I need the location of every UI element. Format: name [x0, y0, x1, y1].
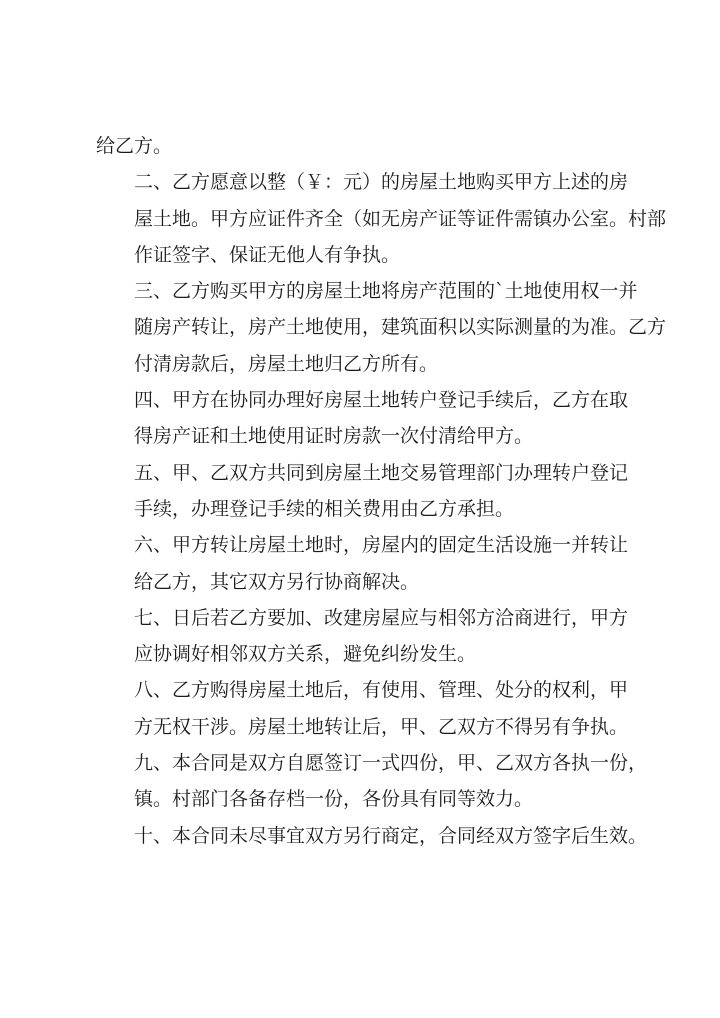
paragraph-line: 九、本合同是双方自愿签订一式四份，甲、乙双方各执一份， [134, 752, 648, 775]
paragraph-line: 二、乙方愿意以整（￥：元）的房屋土地购买甲方上述的房 [134, 171, 629, 194]
contract-paragraph [96, 672, 656, 745]
contract-paragraph [96, 745, 656, 818]
paragraph-line: 给乙方，其它双方另行协商解决。 [134, 570, 420, 593]
paragraph-line: 八、乙方购得房屋土地后，有使用、管理、处分的权利，甲 [134, 679, 629, 702]
paragraph-line: 六、甲方转让房屋土地时，房屋内的固定生活设施一并转让 [134, 534, 629, 557]
contract-paragraph [96, 164, 667, 273]
paragraph-line: 镇。村部门各备存档一份，各份具有同等效力。 [134, 788, 534, 811]
paragraph-line: 十、本合同未尽事宜双方另行商定，合同经双方签字后生效。 [134, 824, 648, 847]
paragraph-line: 四、甲方在协同办理好房屋土地转户登记手续后，乙方在取 [134, 389, 629, 412]
paragraph-line: 作证签字、保证无他人有争执。 [134, 243, 401, 266]
paragraph-line: 五、甲、乙双方共同到房屋土地交易管理部门办理转户登记 [134, 461, 629, 484]
contract-paragraph [96, 128, 656, 164]
paragraph-line: 给乙方。 [96, 135, 173, 157]
contract-paragraph [96, 273, 667, 382]
paragraph-line: 得房产证和土地使用证时房款一次付清给甲方。 [134, 425, 534, 448]
paragraph-line: 应协调好相邻双方关系，避免纠纷发生。 [134, 643, 477, 666]
paragraph-line: 方无权干涉。房屋土地转让后，甲、乙双方不得另有争执。 [134, 715, 629, 738]
contract-paragraph [96, 600, 656, 673]
paragraph-line: 付清房款后，房屋土地归乙方所有。 [134, 352, 439, 375]
contract-paragraph [96, 382, 656, 455]
contract-paragraph [96, 527, 656, 600]
contract-paragraph [96, 455, 656, 528]
paragraph-line: 手续，办理登记手续的相关费用由乙方承担。 [134, 497, 515, 520]
contract-paragraph [96, 818, 656, 854]
paragraph-line: 七、日后若乙方要加、改建房屋应与相邻方洽商进行，甲方 [134, 606, 629, 629]
contract-body [96, 128, 667, 854]
paragraph-line: 三、乙方购买甲方的房屋土地将房产范围的`土地使用权一并 [134, 280, 638, 303]
paragraph-line: 随房产转让，房产土地使用，建筑面积以实际测量的为准。乙方 [134, 316, 667, 339]
paragraph-line: 屋土地。甲方应证件齐全（如无房产证等证件需镇办公室。村部 [134, 207, 667, 230]
